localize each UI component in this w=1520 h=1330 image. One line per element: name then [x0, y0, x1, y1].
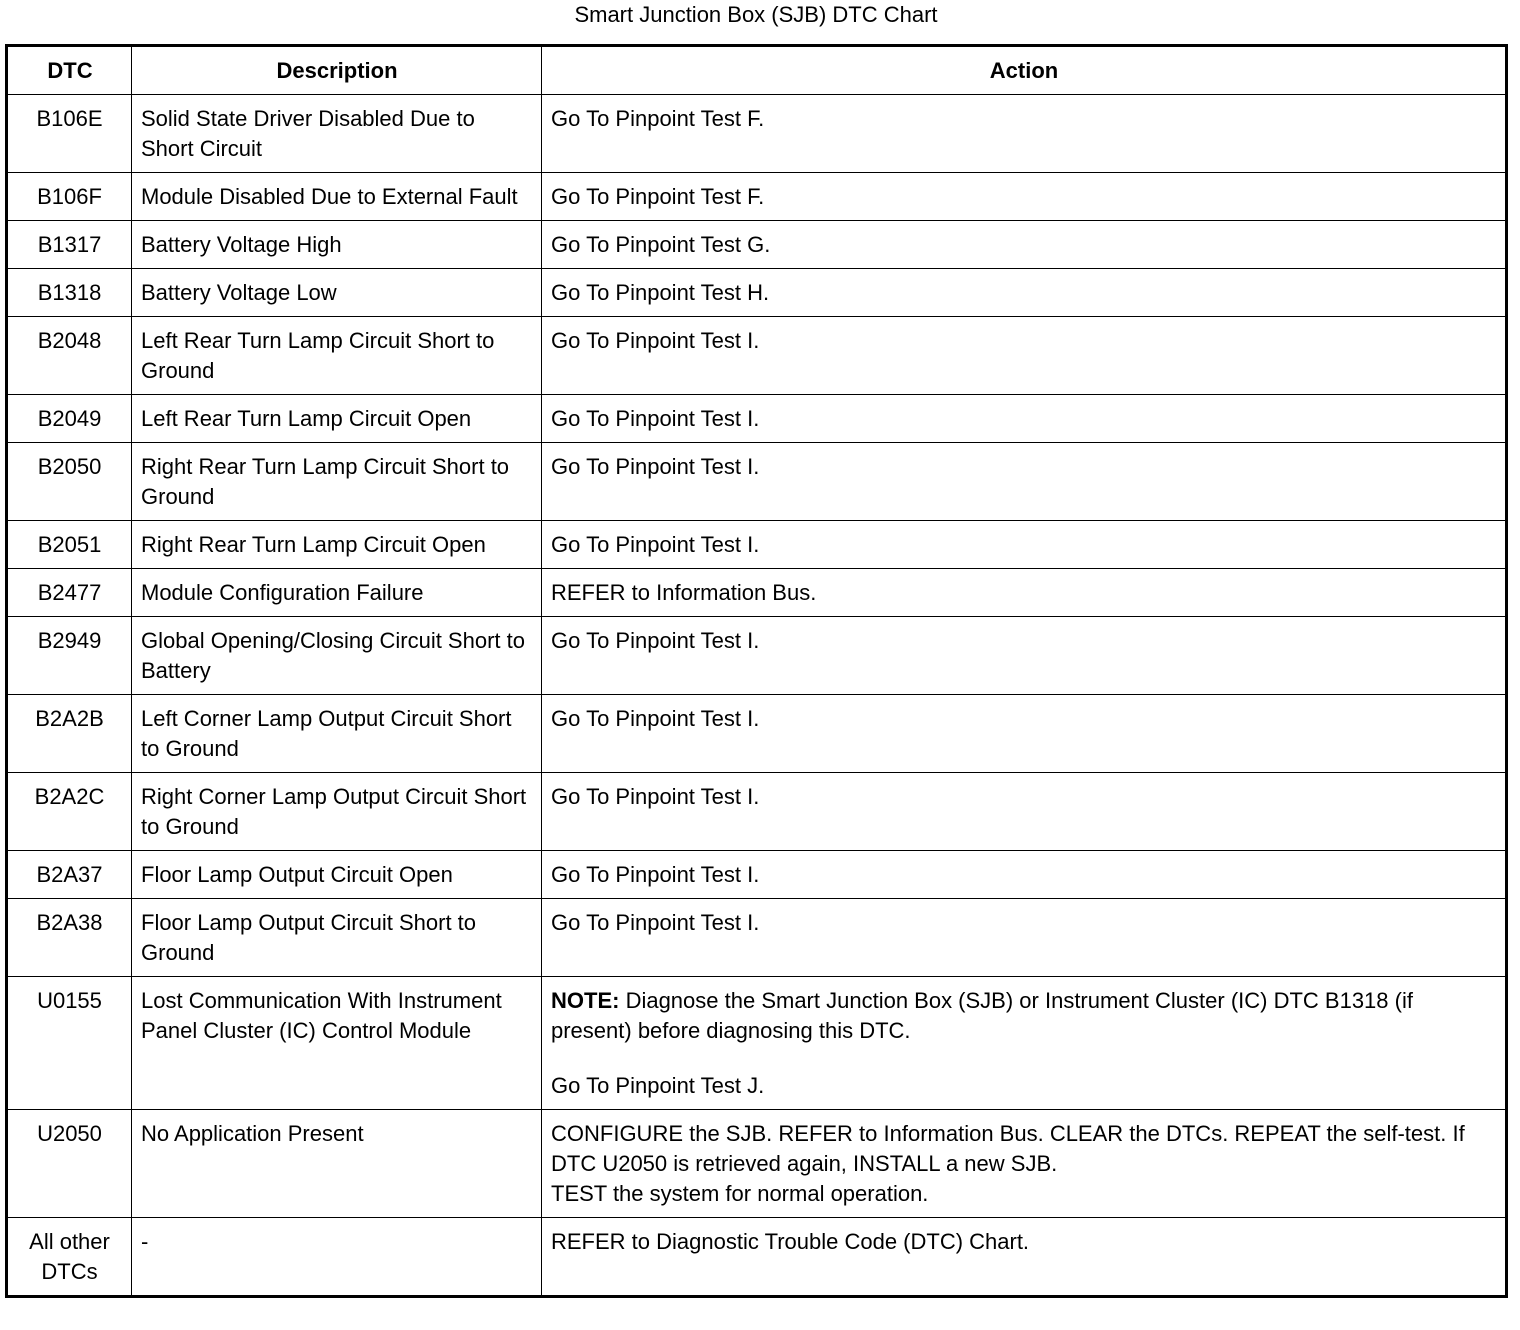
- description-cell: Left Rear Turn Lamp Circuit Short to Ground: [132, 317, 542, 395]
- description-cell: Module Disabled Due to External Fault: [132, 173, 542, 221]
- table-header: [7, 46, 1507, 95]
- table-row: [7, 695, 1507, 773]
- table-row: [7, 95, 1507, 173]
- dtc-cell: B2048: [7, 317, 132, 395]
- dtc-cell: B2A37: [7, 851, 132, 899]
- description-cell: Right Rear Turn Lamp Circuit Short to Ground: [132, 443, 542, 521]
- action-cell: Go To Pinpoint Test F.: [542, 173, 1507, 221]
- action-cell: [542, 977, 1507, 1110]
- header-dtc: DTC: [7, 46, 132, 95]
- description-cell: Global Opening/Closing Circuit Short to Battery: [132, 617, 542, 695]
- action-text: Go To Pinpoint Test J.: [551, 1073, 765, 1098]
- dtc-cell: B2949: [7, 617, 132, 695]
- table-row: [7, 899, 1507, 977]
- dtc-cell: B1318: [7, 269, 132, 317]
- description-cell: Right Corner Lamp Output Circuit Short to Ground: [132, 773, 542, 851]
- action-cell: Go To Pinpoint Test I.: [542, 443, 1507, 521]
- note-label: NOTE:: [551, 988, 620, 1013]
- dtc-cell: B2A2B: [7, 695, 132, 773]
- table-row: [7, 773, 1507, 851]
- table-row: [7, 395, 1507, 443]
- dtc-cell: U2050: [7, 1110, 132, 1218]
- table-row: [7, 443, 1507, 521]
- action-cell: Go To Pinpoint Test I.: [542, 695, 1507, 773]
- dtc-cell: B2477: [7, 569, 132, 617]
- table-body: [7, 95, 1507, 1297]
- description-cell: Floor Lamp Output Circuit Open: [132, 851, 542, 899]
- description-cell: Battery Voltage Low: [132, 269, 542, 317]
- table-row-other: [7, 1218, 1507, 1297]
- action-cell: Go To Pinpoint Test I.: [542, 317, 1507, 395]
- paragraph-gap: [551, 1046, 1497, 1071]
- dtc-cell: B106E: [7, 95, 132, 173]
- dtc-cell: B2050: [7, 443, 132, 521]
- note-paragraph: [551, 986, 1497, 1046]
- action-cell: Go To Pinpoint Test I.: [542, 773, 1507, 851]
- description-cell: Left Rear Turn Lamp Circuit Open: [132, 395, 542, 443]
- dtc-cell: B2051: [7, 521, 132, 569]
- header-row: [7, 46, 1507, 95]
- table-row: [7, 521, 1507, 569]
- description-cell: Left Corner Lamp Output Circuit Short to Ground: [132, 695, 542, 773]
- description-cell: No Application Present: [132, 1110, 542, 1218]
- header-description: Description: [132, 46, 542, 95]
- action-line-2: TEST the system for normal operation.: [551, 1181, 929, 1206]
- description-cell: Battery Voltage High: [132, 221, 542, 269]
- description-cell: Module Configuration Failure: [132, 569, 542, 617]
- dtc-cell: B2A2C: [7, 773, 132, 851]
- description-cell: Lost Communication With Instrument Panel Cluster (IC) Control Module: [132, 977, 542, 1110]
- description-cell: Floor Lamp Output Circuit Short to Ground: [132, 899, 542, 977]
- header-action: Action: [542, 46, 1507, 95]
- action-cell: Go To Pinpoint Test F.: [542, 95, 1507, 173]
- description-cell: -: [132, 1218, 542, 1297]
- action-cell: [542, 1110, 1507, 1218]
- action-cell: Go To Pinpoint Test I.: [542, 899, 1507, 977]
- action-cell: REFER to Diagnostic Trouble Code (DTC) Chart.: [542, 1218, 1507, 1297]
- action-cell: REFER to Information Bus.: [542, 569, 1507, 617]
- action-cell: Go To Pinpoint Test I.: [542, 521, 1507, 569]
- page-title: Smart Junction Box (SJB) DTC Chart: [574, 2, 938, 27]
- action-line-1: CONFIGURE the SJB. REFER to Information Bus. CLEAR the DTCs. REPEAT the self-test. If DTC U2050 is retrieved again, INSTALL a new SJB.: [551, 1121, 1465, 1176]
- table-row-u2050: [7, 1110, 1507, 1218]
- table-row: [7, 317, 1507, 395]
- dtc-table: [5, 44, 1508, 1298]
- action-cell: Go To Pinpoint Test G.: [542, 221, 1507, 269]
- action-cell: Go To Pinpoint Test H.: [542, 269, 1507, 317]
- dtc-cell: B2049: [7, 395, 132, 443]
- dtc-cell: All other DTCs: [7, 1218, 132, 1297]
- table-row: [7, 617, 1507, 695]
- action-cell: Go To Pinpoint Test I.: [542, 851, 1507, 899]
- action-cell: Go To Pinpoint Test I.: [542, 617, 1507, 695]
- dtc-cell: U0155: [7, 977, 132, 1110]
- table-row: [7, 569, 1507, 617]
- dtc-cell: B1317: [7, 221, 132, 269]
- table-row: [7, 173, 1507, 221]
- dtc-cell: B106F: [7, 173, 132, 221]
- table-row: [7, 221, 1507, 269]
- description-cell: Right Rear Turn Lamp Circuit Open: [132, 521, 542, 569]
- dtc-cell: B2A38: [7, 899, 132, 977]
- note-text: Diagnose the Smart Junction Box (SJB) or Instrument Cluster (IC) DTC B1318 (if present) before diagnosing this DTC.: [551, 988, 1413, 1043]
- table-row-u0155: [7, 977, 1507, 1110]
- description-cell: Solid State Driver Disabled Due to Short Circuit: [132, 95, 542, 173]
- table-row: [7, 851, 1507, 899]
- action-cell: Go To Pinpoint Test I.: [542, 395, 1507, 443]
- table-row: [7, 269, 1507, 317]
